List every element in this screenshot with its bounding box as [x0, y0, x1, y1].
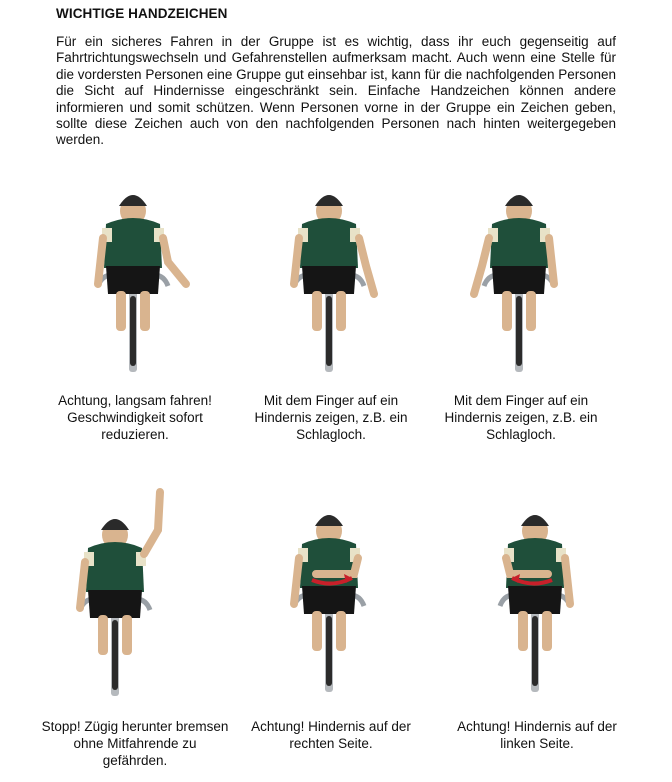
caption-obstacle-right: Achtung! Hindernis auf der rechten Seite.	[251, 719, 411, 751]
caption-point-right: Mit dem Finger auf ein Hindernis zeigen, z.B. ein Schlagloch.	[254, 393, 408, 442]
intro-paragraph: Für ein sicheres Fahren in der Gruppe ist es wichtig, dass ihr euch gegenseitig auf Fahrtrichtungswechseln und Gefahrenstellen aufmerksam macht. Auch wenn eine Stelle für die vordersten Personen eine Gruppe gut einsehbar ist, kann für die nachfolgenden Personen die Sicht auf Hindernisse eingeschränkt sein. Einfache Handzeichen können andere informieren und somit schützen. Wenn Personen vorne in der Gruppe ein Zeichen geben, sollte diese Zeichen auch von den nachfolgenden Personen nach hinten weitergegeben werden.	[56, 34, 616, 148]
caption-point-left: Mit dem Finger auf ein Hindernis zeigen, z.B. ein Schlagloch.	[444, 393, 598, 442]
cyclist-stop-icon	[58, 480, 208, 700]
cyclist-point-right-icon	[254, 176, 404, 376]
cyclist-slow-down-icon	[58, 176, 208, 376]
caption-slow-down: Achtung, langsam fahren! Geschwindigkeit sofort reduzieren.	[58, 393, 212, 442]
caption-stop: Stopp! Zügig herunter bremsen ohne Mitfahrende zu gefährden.	[41, 719, 229, 768]
cyclist-obstacle-left-icon	[460, 486, 610, 696]
cyclist-obstacle-right-icon	[254, 486, 404, 696]
cyclist-point-left-icon	[444, 176, 594, 376]
caption-obstacle-left: Achtung! Hindernis auf der linken Seite.	[457, 719, 617, 751]
page-title: WICHTIGE HANDZEICHEN	[56, 6, 228, 21]
